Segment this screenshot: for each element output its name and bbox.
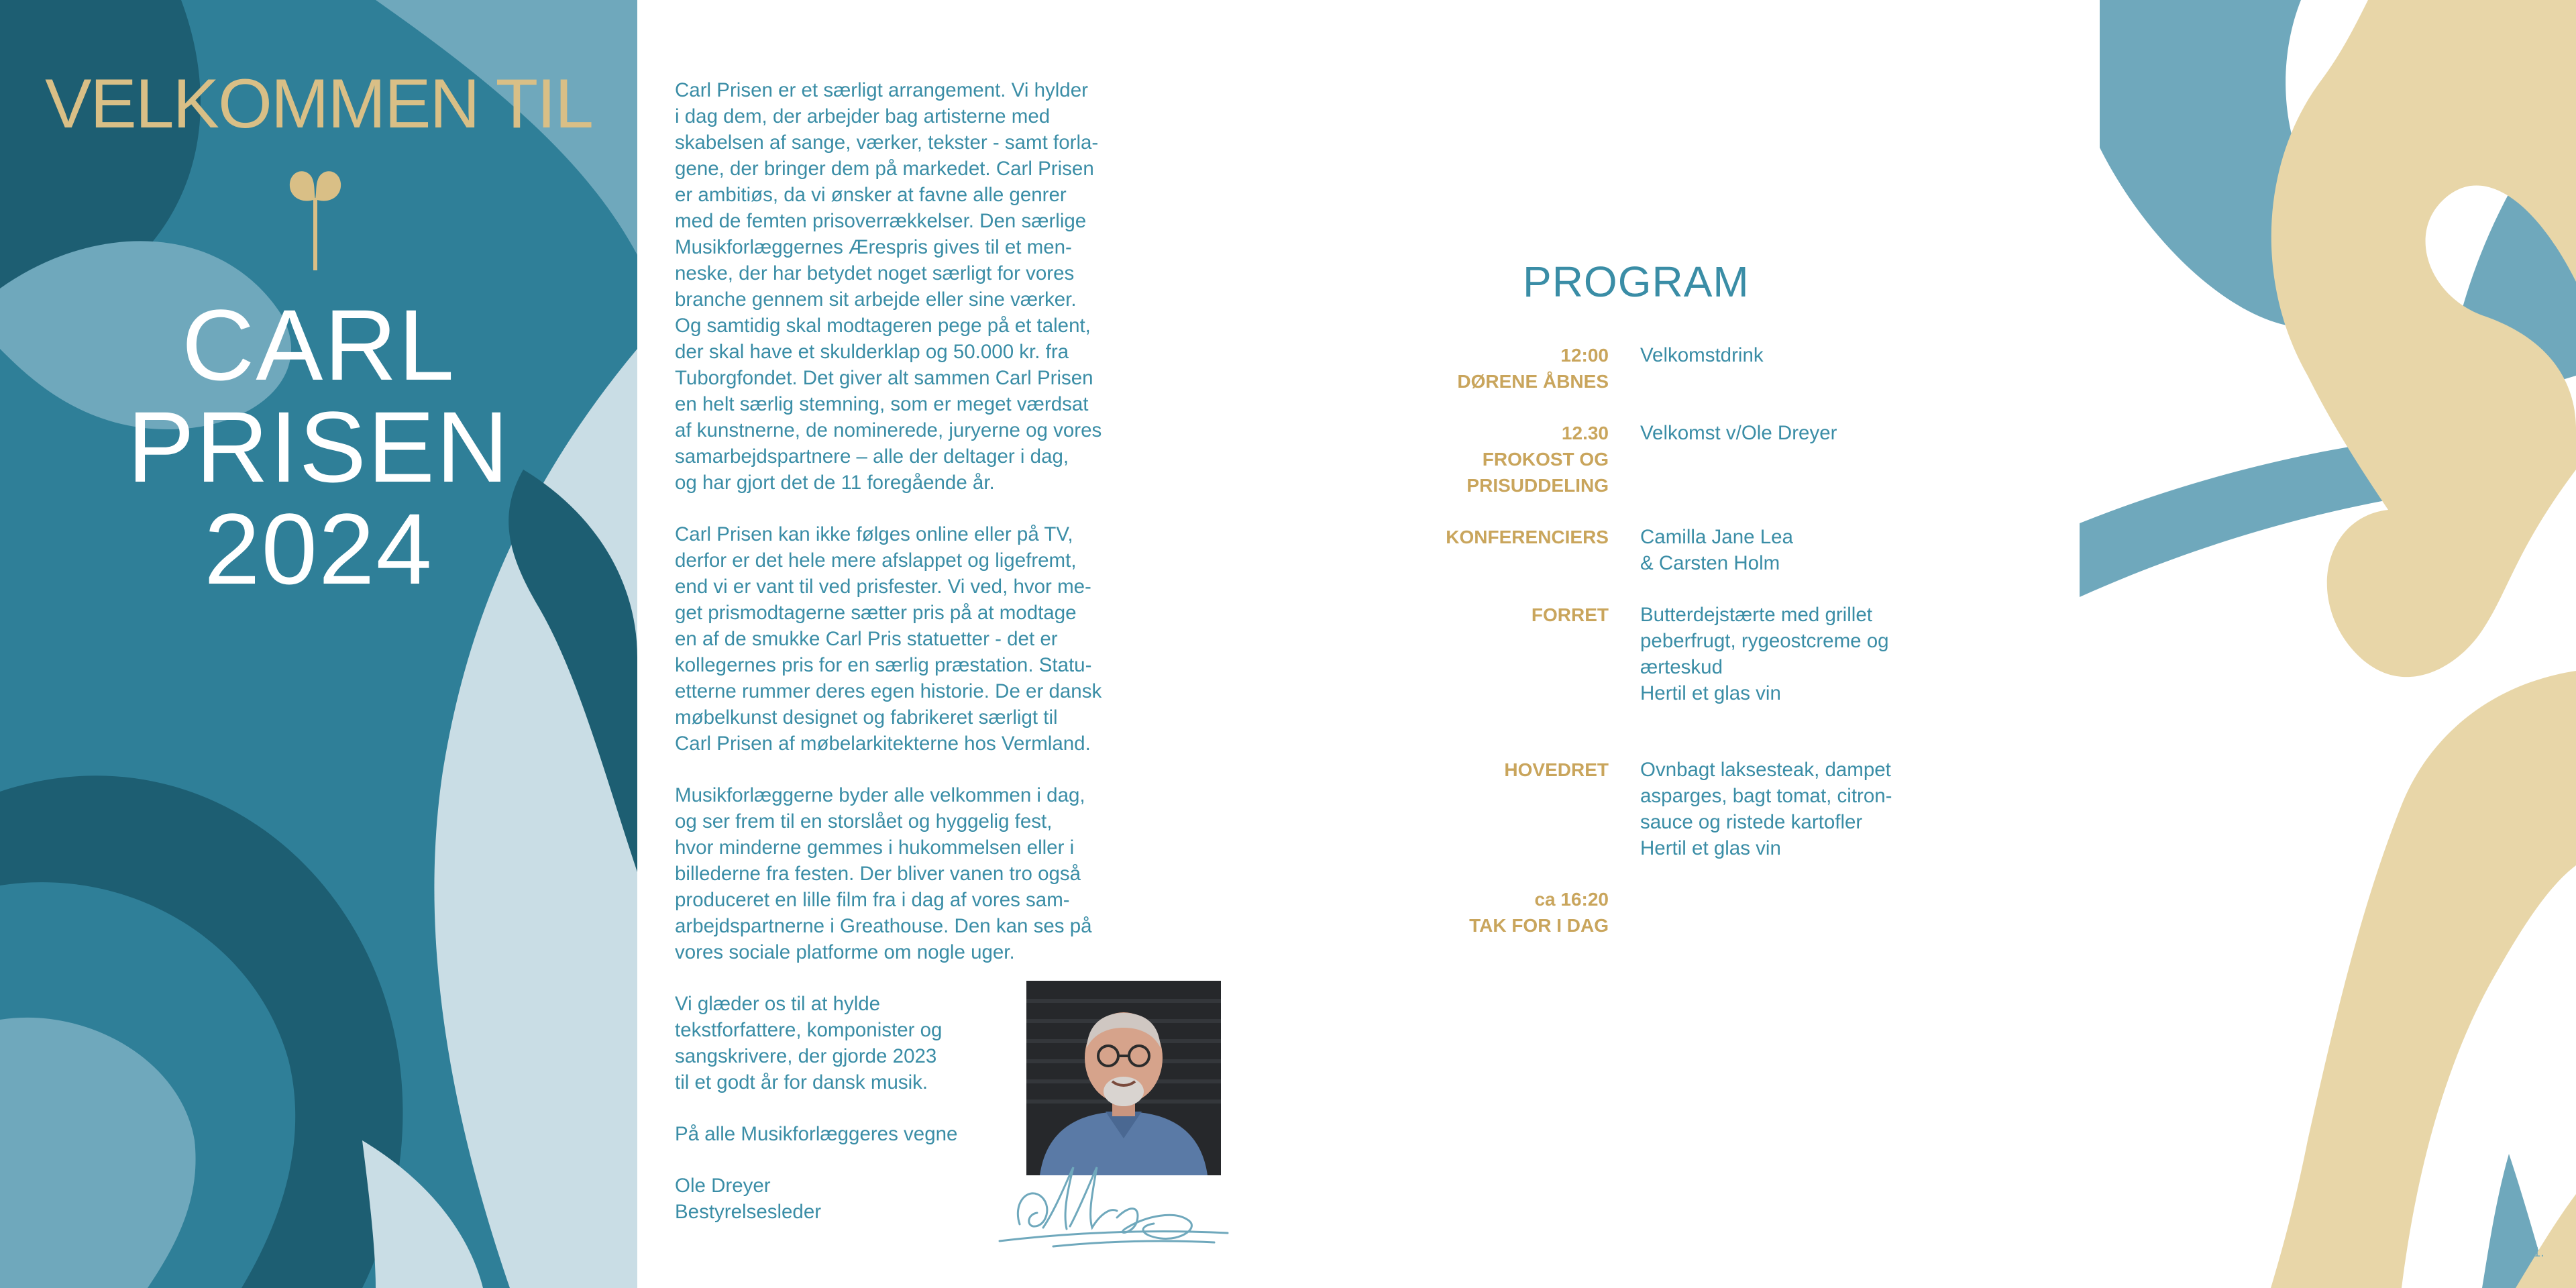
text-line: med de femten prisoverrækkelser. Den særlige: [675, 210, 1087, 232]
text-line: og har gjort det de 11 foregående år.: [675, 472, 995, 494]
program-item-description: [1640, 420, 1955, 446]
text-line: vores sociale platforme om nogle uger.: [675, 941, 1015, 963]
letter-paragraph: [675, 77, 1138, 496]
label-line: HOVEDRET: [1504, 759, 1609, 780]
description-line: sauce og ristede kartofler: [1640, 811, 1863, 833]
text-line: branche gennem sit arbejde eller sine værker.: [675, 288, 1077, 311]
text-line: derfor er det hele mere afslappet og ligefremt,: [675, 549, 1077, 572]
description-line: peberfrugt, rygeostcreme og: [1640, 630, 1889, 652]
description-line: ærteskud: [1640, 656, 1723, 678]
cover-title: [0, 288, 637, 605]
label-line: FROKOST OG: [1482, 449, 1609, 470]
decorative-swirl-panel: [2080, 0, 2576, 1288]
text-line: samarbejdspartnere – alle der deltager i dag,: [675, 445, 1069, 468]
text-line: der skal have et skulderklap og 50.000 kr. fra: [675, 341, 1069, 363]
label-line: 12:00: [1560, 345, 1609, 366]
text-line: Musikforlæggernes Ærespris gives til et men-: [675, 236, 1072, 258]
program-item-description: [1640, 757, 1955, 861]
program-item-label: [1382, 886, 1609, 938]
program-item-description: [1640, 602, 1955, 706]
text-line: gene, der bringer dem på markedet. Carl Prisen: [675, 158, 1094, 180]
signer-title: Bestyrelsesleder: [675, 1201, 822, 1223]
label-line: KONFERENCIERS: [1446, 527, 1609, 547]
description-line: Hertil et glas vin: [1640, 837, 1781, 859]
cover-title-line: CARL: [181, 288, 456, 401]
text-line: neske, der har betydet noget særligt for vores: [675, 262, 1075, 284]
text-line: af kunstnerne, de nominerede, juryerne og vores: [675, 419, 1102, 441]
text-line: er ambitiøs, da vi ønsker at favne alle genrer: [675, 184, 1067, 206]
cover-title-line: 2024: [204, 492, 433, 605]
text-line: billederne fra festen. Der bliver vanen tro også: [675, 863, 1081, 885]
text-line: til et godt år for dansk musik.: [675, 1071, 928, 1093]
description-line: & Carsten Holm: [1640, 552, 1780, 574]
text-line: Vi glæder os til at hylde: [675, 993, 881, 1015]
program-item-description: [1640, 524, 1955, 576]
text-line: sangskrivere, der gjorde 2023: [675, 1045, 937, 1067]
label-line: PRISUDDELING: [1466, 475, 1609, 496]
description-line: Hertil et glas vin: [1640, 682, 1781, 704]
description-line: Velkomstdrink: [1640, 344, 1764, 366]
handwritten-signature: [973, 1140, 1248, 1261]
text-line: Carl Prisen kan ikke følges online eller på TV,: [675, 523, 1073, 545]
cover-headline: VELKOMMEN TIL: [45, 65, 592, 143]
description-line: Butterdejstærte med grillet: [1640, 604, 1872, 626]
description-line: Velkomst v/Ole Dreyer: [1640, 422, 1837, 444]
cover-title-line: PRISEN: [127, 390, 511, 503]
text-line: tekstforfattere, komponister og: [675, 1019, 943, 1041]
text-line: produceret en lille film fra i dag af vores sam-: [675, 889, 1070, 911]
text-line: etterne rummer deres egen historie. De er dansk: [675, 680, 1102, 702]
page-number: 1.: [2533, 1245, 2544, 1260]
text-line: hvor minderne gemmes i hukommelsen eller i: [675, 837, 1075, 859]
letter-paragraph: [675, 991, 1024, 1095]
text-line: get prismodtagerne sætter pris på at modtage: [675, 602, 1077, 624]
program-item-description: [1640, 342, 1955, 368]
letter-paragraph: [675, 521, 1138, 757]
signer-name: Ole Dreyer: [675, 1175, 771, 1197]
label-line: TAK FOR I DAG: [1469, 915, 1609, 936]
description-line: asparges, bagt tomat, citron-: [1640, 785, 1892, 807]
program-title: PROGRAM: [1523, 258, 1750, 306]
note-sprout-icon: [282, 158, 349, 278]
text-line: Tuborgfondet. Det giver alt sammen Carl Prisen: [675, 367, 1093, 389]
description-line: Camilla Jane Lea: [1640, 526, 1793, 548]
text-line: Carl Prisen af møbelarkitekterne hos Vermland.: [675, 733, 1091, 755]
text-line: end vi er vant til ved prisfester. Vi ved, hvor me-: [675, 576, 1091, 598]
program-item-label: [1382, 420, 1609, 498]
program-item-label: [1382, 524, 1609, 550]
text-line: i dag dem, der arbejder bag artisterne med: [675, 105, 1051, 127]
text-line: Carl Prisen er et særligt arrangement. Vi hylder: [675, 79, 1088, 101]
letter-closing: [675, 1121, 1024, 1147]
program-item-label: [1382, 757, 1609, 783]
text-line: skabelsen af sange, værker, tekster - samt forla-: [675, 131, 1099, 154]
letter-signoff: [675, 1173, 1024, 1225]
letter-paragraph: [675, 782, 1138, 965]
text-line: en af de smukke Carl Pris statuetter - det er: [675, 628, 1058, 650]
label-line: DØRENE ÅBNES: [1457, 371, 1609, 392]
text-line: Musikforlæggerne byder alle velkommen i dag,: [675, 784, 1085, 806]
program-item-label: [1382, 602, 1609, 628]
label-line: ca 16:20: [1534, 889, 1609, 910]
description-line: Ovnbagt laksesteak, dampet: [1640, 759, 1891, 781]
program-item-label: [1382, 342, 1609, 394]
text-line: og ser frem til en storslået og hyggelig fest,: [675, 810, 1053, 833]
label-line: 12.30: [1561, 423, 1609, 443]
text-line: kollegernes pris for en særlig præstation. Statu-: [675, 654, 1092, 676]
text-line: Og samtidig skal modtageren pege på et talent,: [675, 315, 1091, 337]
text-line: en helt særlig stemning, som er meget værdsat: [675, 393, 1089, 415]
label-line: FORRET: [1531, 604, 1609, 625]
text-line: På alle Musikforlæggeres vegne: [675, 1123, 958, 1145]
cover-panel: [0, 0, 637, 1288]
text-line: arbejdspartnerne i Greathouse. Den kan ses på: [675, 915, 1092, 937]
text-line: møbelkunst designet og fabrikeret særligt til: [675, 706, 1058, 729]
